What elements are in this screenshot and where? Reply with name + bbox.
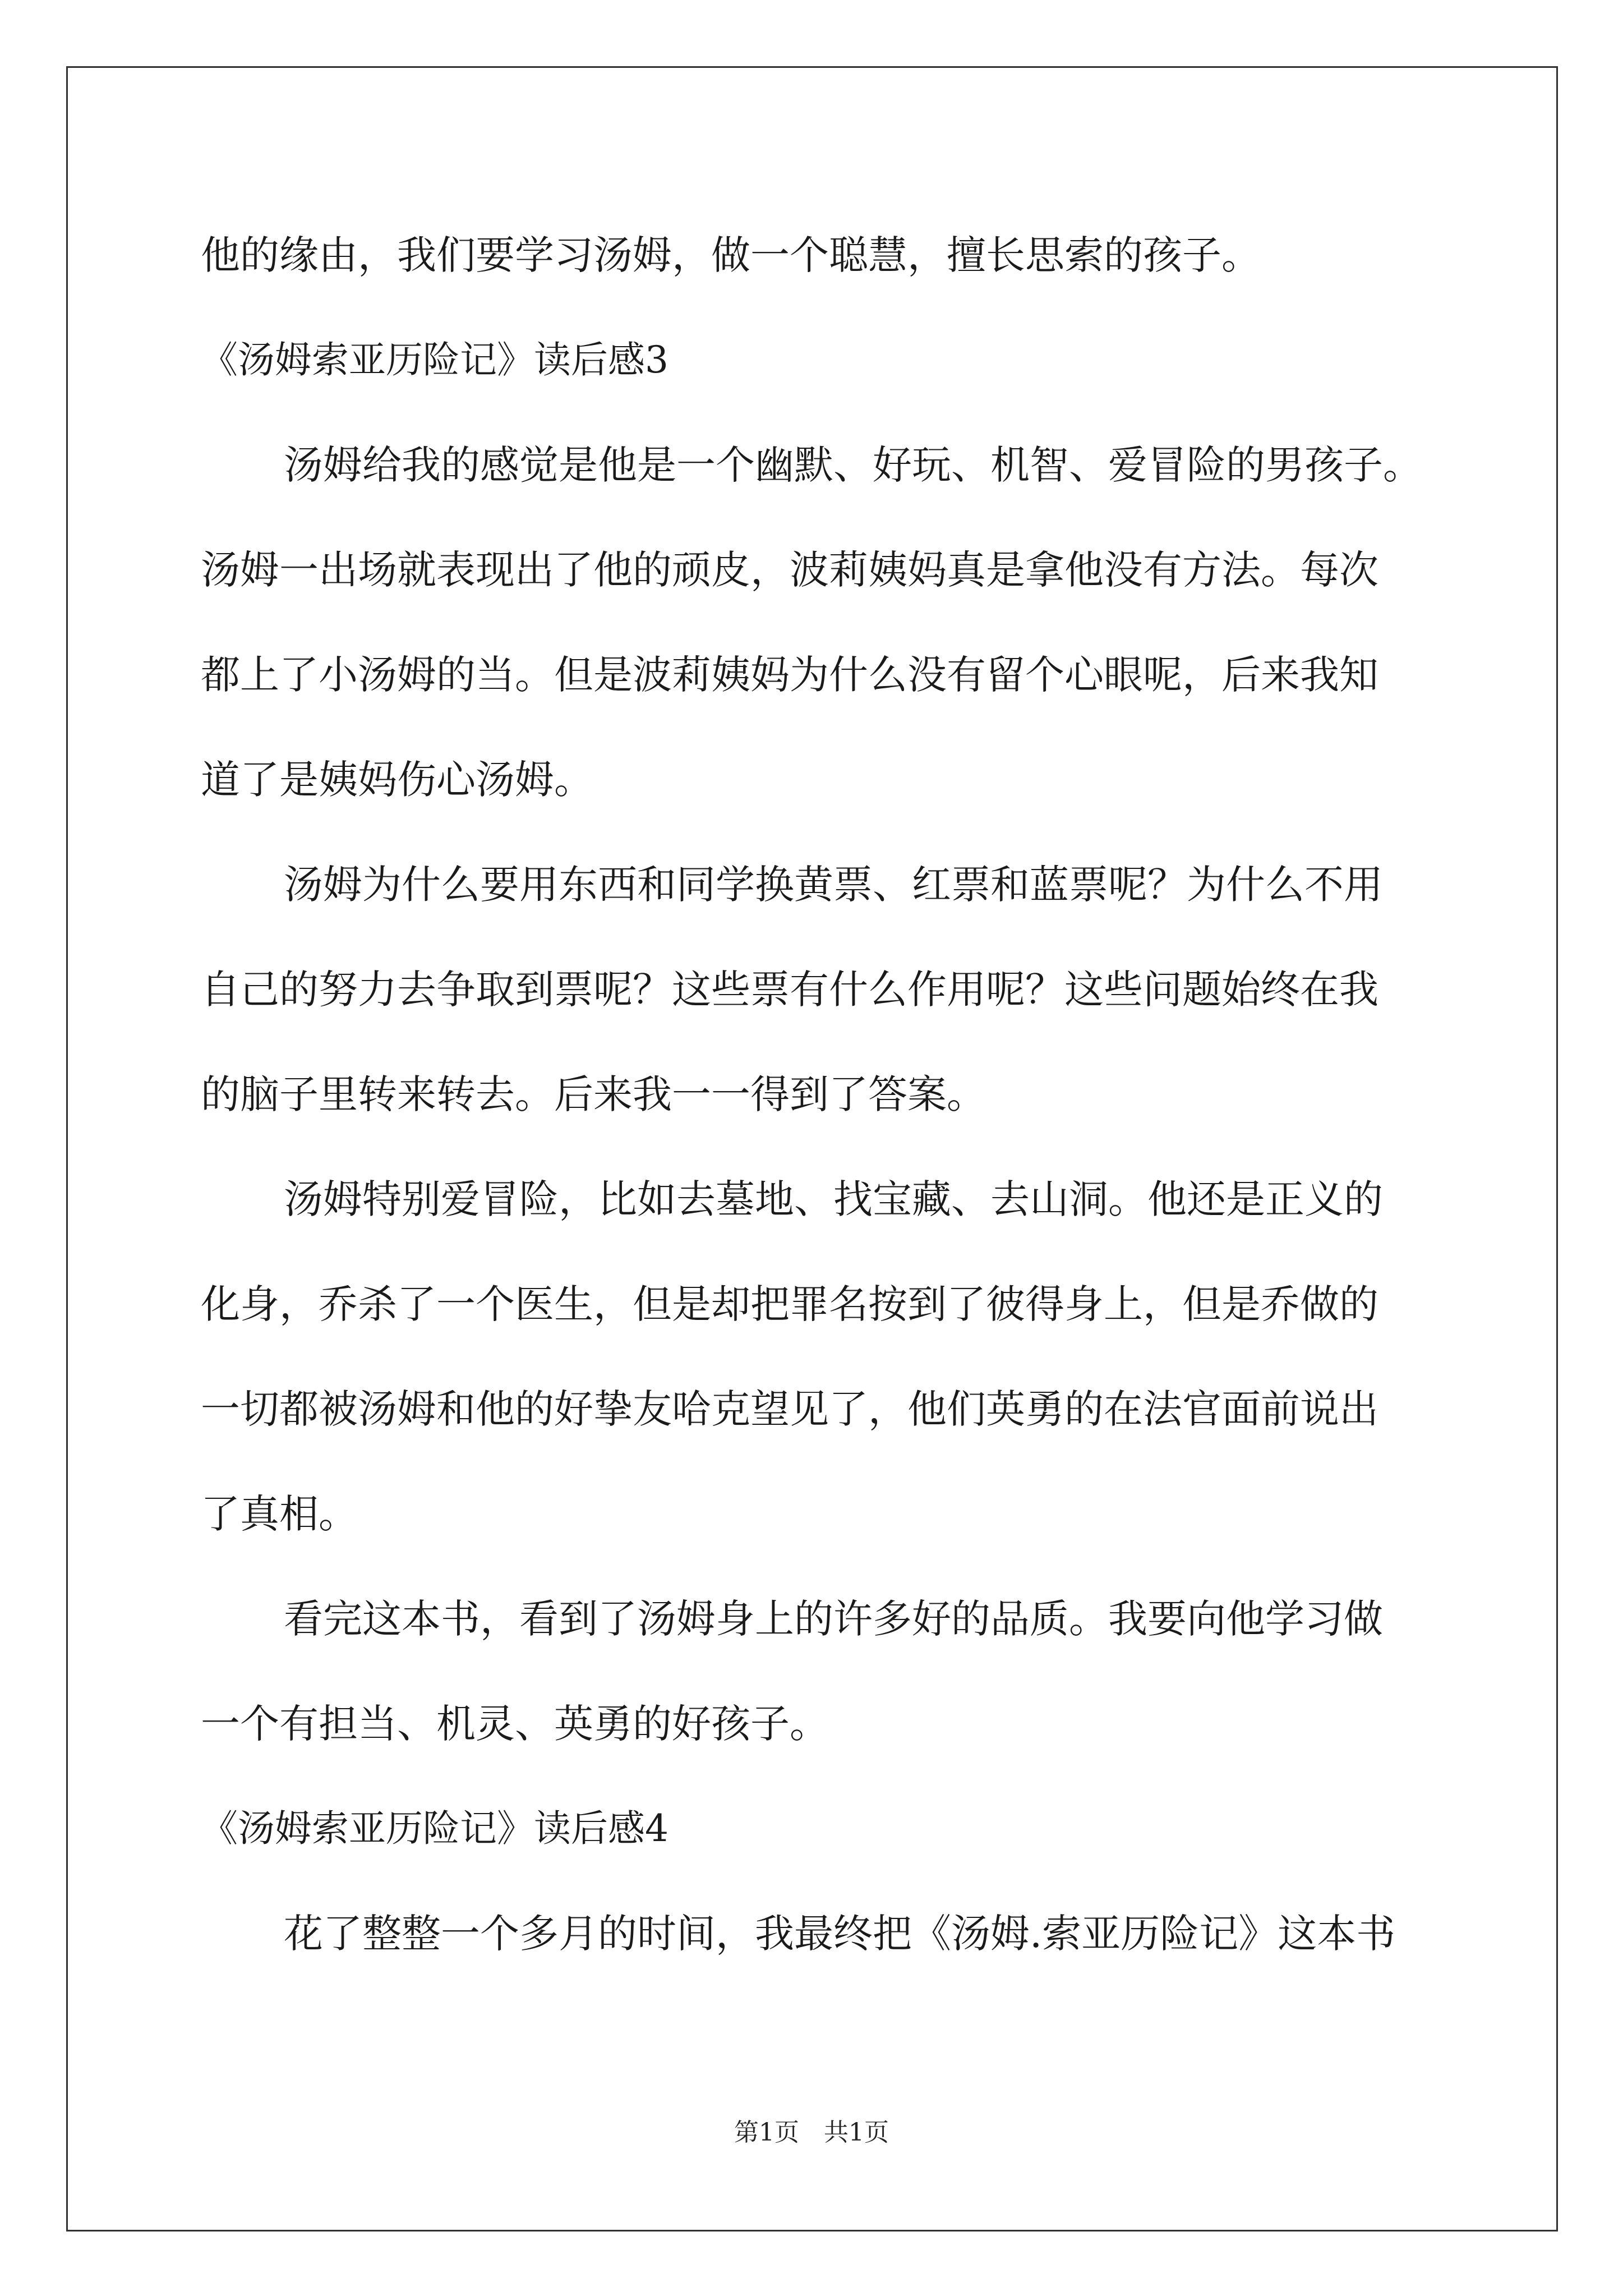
paragraph-start: 看完这本书，看到了汤姆身上的许多好的品质。我要向他学习做 [284,1596,1383,1642]
text-line: 化身，乔杀了一个医生，但是却把罪名按到了彼得身上，但是乔做的 [201,1281,1378,1327]
text-line: 一切都被汤姆和他的好挚友哈克望见了，他们英勇的在法官面前说出 [201,1386,1378,1432]
text-line: 都上了小汤姆的当。但是波莉姨妈为什么没有留个心眼呢，后来我知 [201,652,1378,698]
paragraph-start: 汤姆特别爱冒险，比如去墓地、找宝藏、去山洞。他还是正义的 [284,1176,1383,1222]
text-line: 道了是姨妈伤心汤姆。 [201,757,593,803]
text-line: 一个有担当、机灵、英勇的好孩子。 [201,1701,829,1747]
text-line: 的脑子里转来转去。后来我一一得到了答案。 [201,1071,986,1117]
document-body [201,218,1435,2001]
text-line: 汤姆一出场就表现出了他的顽皮，波莉姨妈真是拿他没有方法。每次 [201,547,1378,593]
text-line: 自己的努力去争取到票呢？这些票有什么作用呢？这些问题始终在我 [201,967,1378,1013]
paragraph-start: 花了整整一个多月的时间，我最终把《汤姆.索亚历险记》这本书 [284,1911,1396,1957]
text-line: 了真相。 [201,1491,358,1537]
text-line: 他的缘由，我们要学习汤姆，做一个聪慧，擅长思索的孩子。 [201,232,1261,278]
paragraph-start: 汤姆为什么要用东西和同学换黄票、红票和蓝票呢？为什么不用 [284,862,1383,908]
section-heading: 《汤姆索亚历险记》读后感4 [201,1807,668,1850]
page-number-footer: 第1页 共1页 [734,2118,889,2147]
paragraph-start: 汤姆给我的感觉是他是一个幽默、好玩、机智、爱冒险的男孩子。 [284,442,1422,488]
section-heading: 《汤姆索亚历险记》读后感3 [201,338,668,381]
